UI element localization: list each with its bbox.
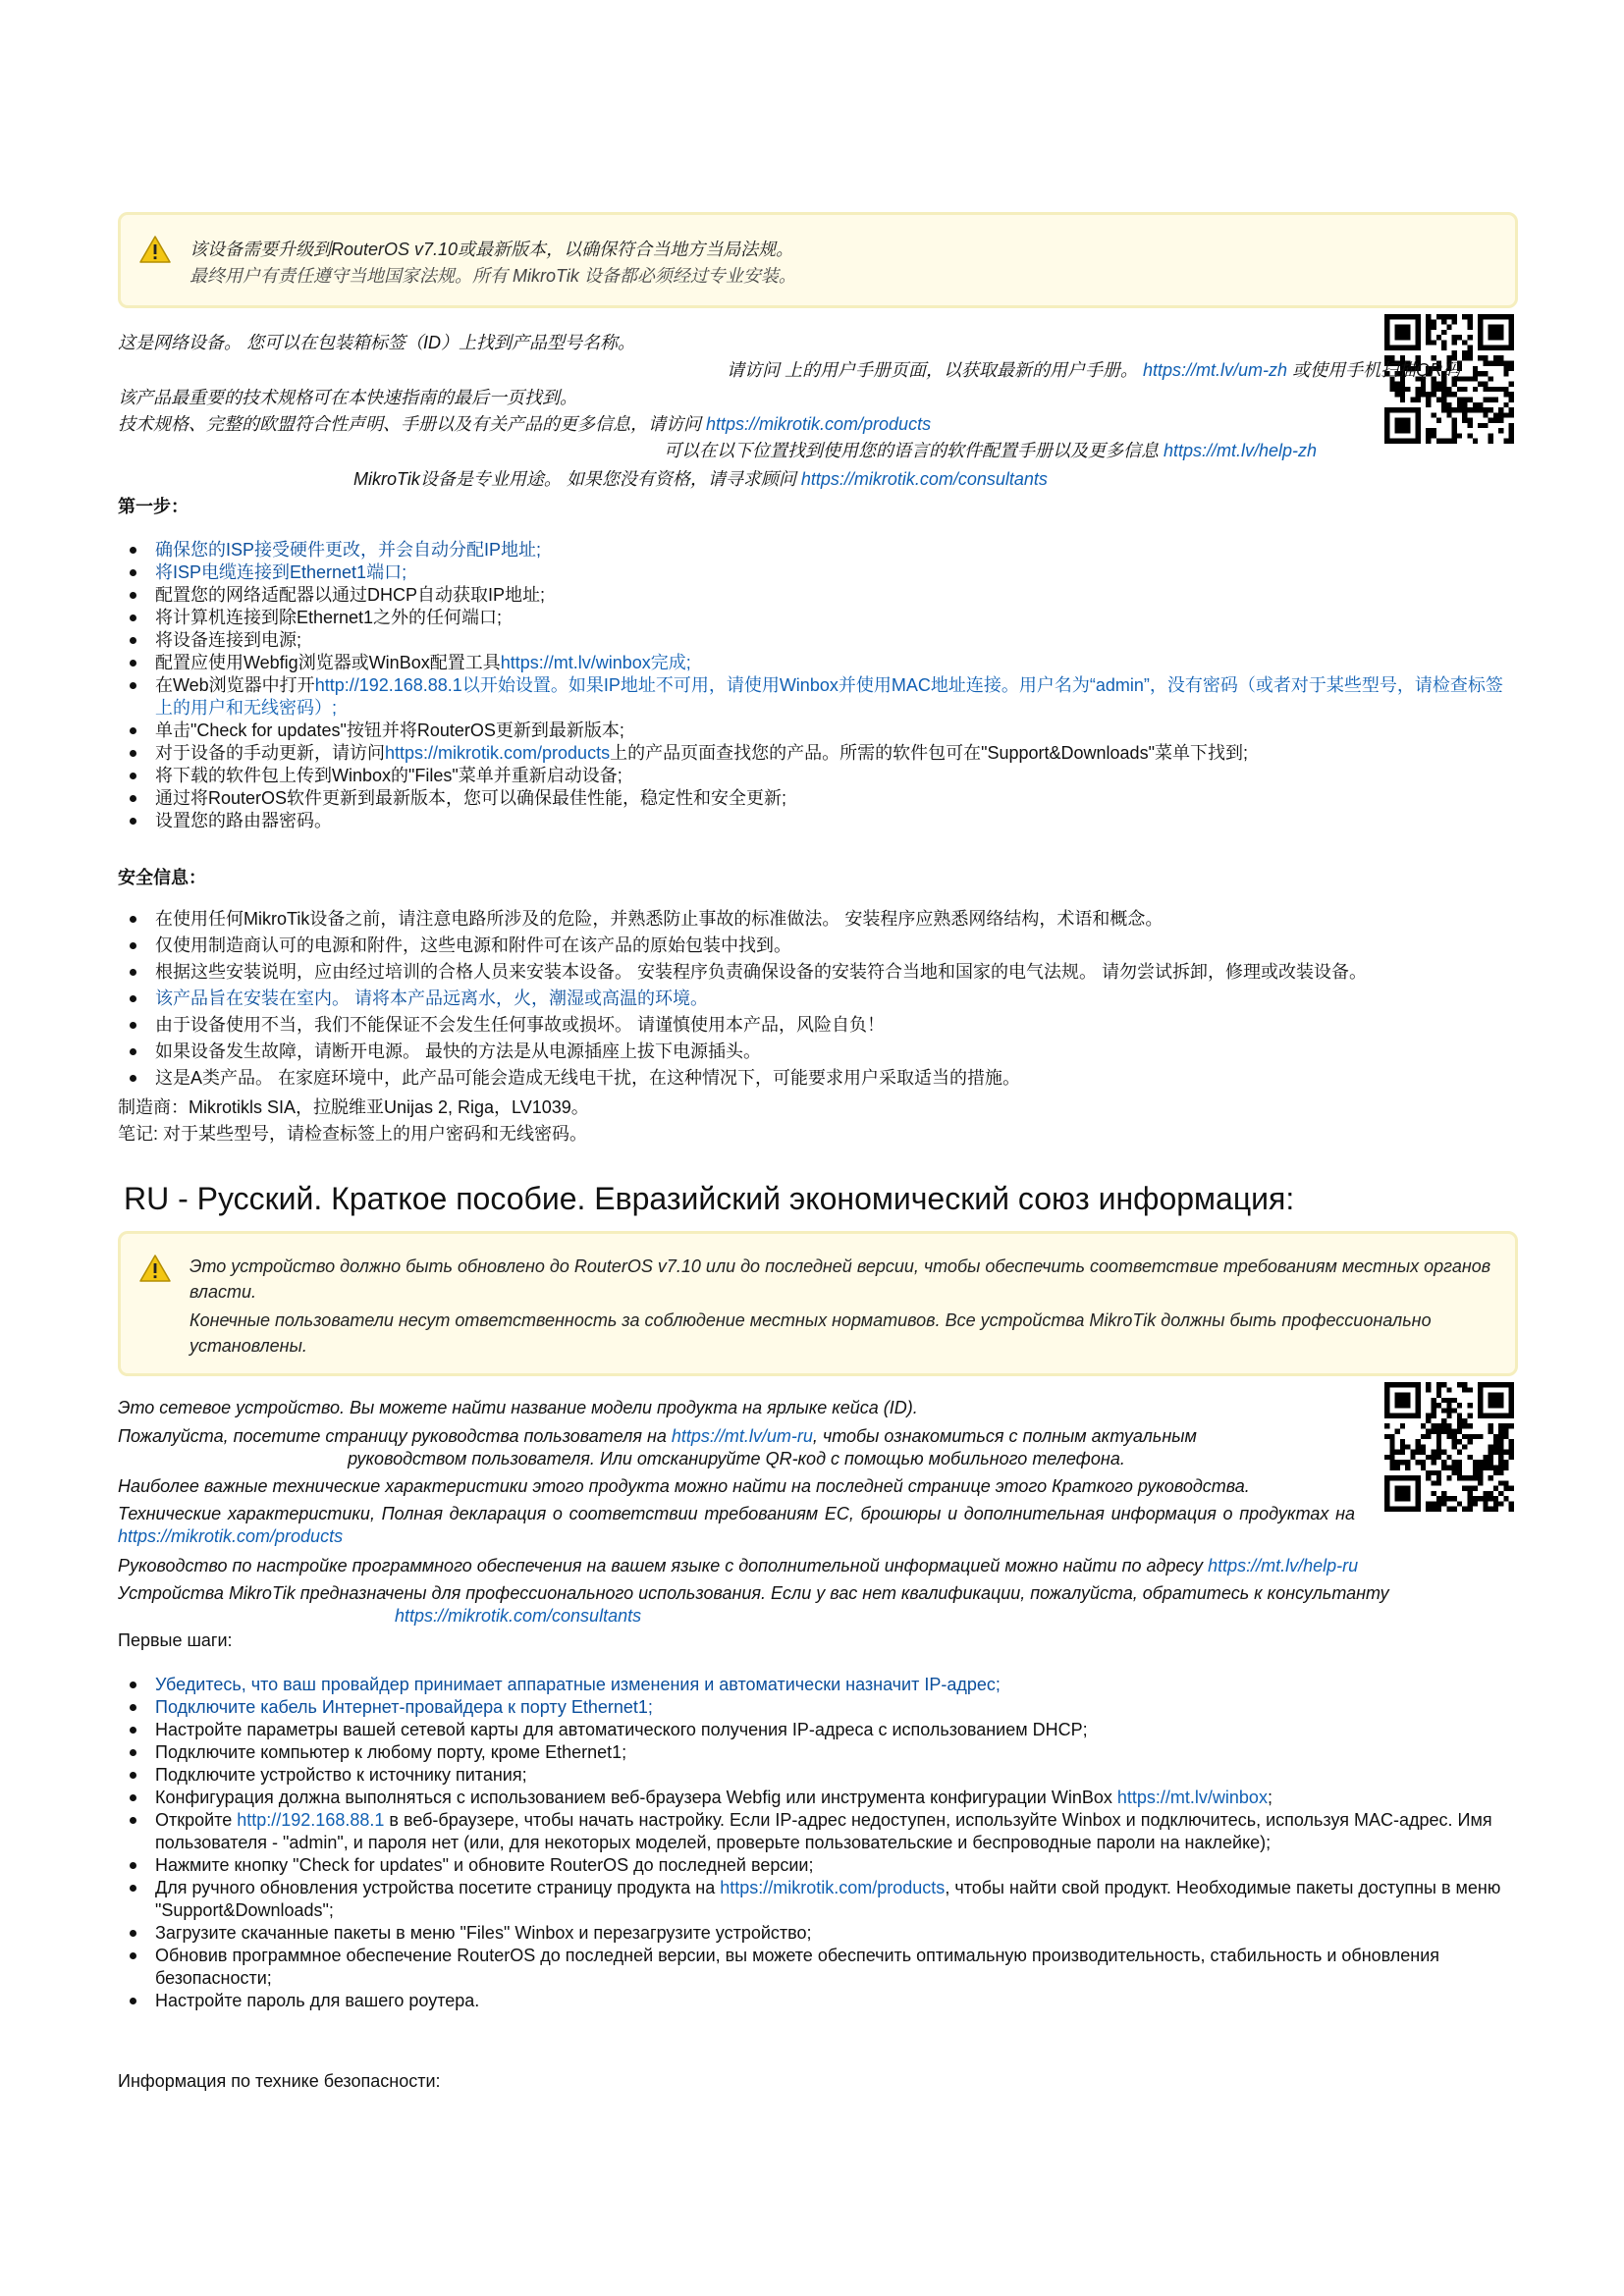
ru-intro-consultants-text: Устройства MikroTik предназначены для профессионального использования. Если у вас нет квалификации, пожалуйста, обратитесь к консультанту: [118, 1583, 1389, 1603]
ru-intro-manual-text: Пожалуйста, посетите страницу руководства пользователя на: [118, 1426, 672, 1446]
ru-step-item: [118, 1945, 1502, 1990]
zh-warning-line: 该设备需要升级到RouterOS v7.10或最新版本，以确保符合当地方当局法规。: [189, 240, 794, 259]
zh-step-item: [118, 787, 1512, 810]
ru-warning-box: [118, 1231, 1518, 1376]
ru-step-item: [118, 1764, 1502, 1787]
zh-intro-line: 这是网络设备。 您可以在包装箱标签（ID）上找到产品型号名称。: [118, 333, 635, 352]
zh-step-link[interactable]: https://mt.lv/winbox完成;: [500, 653, 691, 672]
ru-step-text: Обновив программное обеспечение RouterOS до последней версии, вы можете обеспечить оптимальную производительность, стабильность и обновления безопасности;: [155, 1946, 1440, 1988]
zh-step-text: 上的产品页面查找您的产品。所需的软件包可在"Support&Downloads"菜单下找到;: [610, 743, 1248, 763]
zh-intro-consultants-text: MikroTik设备是专业用途。 如果您没有资格，请寻求顾问: [353, 469, 801, 489]
zh-safety-text: 由于设备使用不当，我们不能保证不会发生任何事故或损坏。 请谨慎使用本产品，风险自负！: [155, 1015, 885, 1035]
ru-step-item: [118, 1809, 1502, 1854]
zh-safety-item: [118, 1014, 1512, 1037]
zh-step-text: 通过将RouterOS软件更新到最新版本，您可以确保最佳性能，稳定性和安全更新;: [155, 788, 787, 808]
zh-step-item: [118, 810, 1512, 832]
zh-step-text: 设置您的路由器密码。: [155, 811, 332, 830]
zh-step-link[interactable]: http://192.168.88.1以开始设置。如果IP地址不可用，请使用Winbox并使用MAC地址连接。用户名为“admin”，没有密码（或者对于某些型号，请检查标签上的用户和无线密码）;: [155, 675, 1503, 718]
zh-intro-line: 该产品最重要的技术规格可在本快速指南的最后一页找到。: [118, 388, 577, 407]
ru-step-item: [118, 1854, 1502, 1877]
ru-intro-products-text: Технические характеристики, Полная декларация о соответствии требованиям ЕС, брошюры и дополнительная информация о продуктах на: [118, 1504, 1355, 1523]
zh-step-item: [118, 561, 1512, 584]
ru-warning-line: Это устройство должно быть обновлено до RouterOS v7.10 или до последней версии, чтобы обеспечить соответствие требованиям местных органов власти.: [189, 1256, 1491, 1302]
ru-step-text: ;: [1267, 1788, 1272, 1807]
qr-code-icon: [1384, 1382, 1514, 1512]
zh-step-text: 将下载的软件包上传到Winbox的"Files"菜单并重新启动设备;: [155, 766, 623, 785]
ru-intro-consultants: [118, 1582, 1518, 1605]
zh-step-item: [118, 584, 1512, 607]
ru-step-text: Нажмите кнопку "Check for updates" и обновите RouterOS до последней версии;: [155, 1855, 814, 1875]
ru-step-text: Настройте параметры вашей сетевой карты для автоматического получения IP-адреса с использованием DHCP;: [155, 1720, 1088, 1739]
zh-safety-text: 如果设备发生故障，请断开电源。 最快的方法是从电源插座上拔下电源插头。: [155, 1041, 761, 1061]
zh-safety-item: [118, 1041, 1512, 1063]
zh-step-link[interactable]: https://mikrotik.com/products: [385, 743, 611, 763]
zh-step-item: [118, 629, 1512, 652]
ru-step-text: Настройте пароль для вашего роутера.: [155, 1991, 480, 2010]
ru-step-item: [118, 1877, 1502, 1922]
ru-step-text: Подключите кабель Интернет-провайдера к порту Ethernet1;: [155, 1697, 653, 1717]
ru-steps-title: Первые шаги:: [118, 1630, 233, 1650]
ru-step-text: Откройте: [155, 1810, 238, 1830]
zh-safety-text: 该产品旨在安装在室内。 请将本产品远离水，火，潮湿或高温的环境。: [155, 988, 708, 1008]
zh-intro-help: [664, 440, 1317, 462]
zh-safety-title: 安全信息：: [118, 868, 206, 887]
ru-steps-list: [118, 1674, 1502, 2012]
zh-step-text: 确保您的ISP接受硬件更改，并会自动分配IP地址;: [155, 540, 542, 560]
ru-intro-manual: [118, 1425, 1355, 1448]
zh-steps-title: 第一步：: [118, 497, 189, 516]
zh-steps-list: [118, 539, 1512, 832]
ru-step-text: , чтобы найти свой продукт. Необходимые пакеты доступны в меню "Support&Downloads";: [155, 1878, 1501, 1920]
zh-manual-link[interactable]: https://mt.lv/um-zh: [1143, 360, 1288, 380]
zh-intro-products-text: 技术规格、完整的欧盟符合性声明、手册以及有关产品的更多信息，请访问: [118, 414, 706, 434]
zh-safety-text: 这是A类产品。 在家庭环境中，此产品可能会造成无线电干扰，在这种情况下，可能要求用户采取适当的措施。: [155, 1068, 1021, 1088]
ru-section-title: RU - Русский. Краткое пособие. Евразийский экономический союз информация:: [124, 1181, 1295, 1216]
ru-step-link[interactable]: https://mikrotik.com/products: [720, 1878, 946, 1897]
zh-safety-item: [118, 1067, 1512, 1090]
zh-step-text: 对于设备的手动更新，请访问: [155, 743, 385, 763]
ru-manual-link[interactable]: https://mt.lv/um-ru: [671, 1426, 813, 1446]
ru-safety-title: Информация по технике безопасности:: [118, 2071, 441, 2091]
warning-icon: [138, 235, 172, 264]
zh-safety-text: 根据这些安装说明，应由经过培训的合格人员来安装本设备。 安装程序负责确保设备的安装符合当地和国家的电气法规。 请勿尝试拆卸，修理或改装设备。: [155, 962, 1367, 982]
ru-step-item: [118, 1787, 1502, 1809]
zh-intro-manual-tail: 或使用手机扫描QR码: [1287, 360, 1461, 380]
zh-step-item: [118, 674, 1512, 720]
ru-step-text: Для ручного обновления устройства посетите страницу продукта на: [155, 1878, 721, 1897]
zh-safety-item: [118, 934, 1512, 957]
zh-safety-text: 在使用任何MikroTik设备之前，请注意电路所涉及的危险，并熟悉防止事故的标准做法。 安装程序应熟悉网络结构，术语和概念。: [155, 909, 1164, 929]
zh-intro-help-text: 可以在以下位置找到使用您的语言的软件配置手册以及更多信息: [664, 441, 1164, 460]
zh-step-text: 将计算机连接到除Ethernet1之外的任何端口;: [155, 608, 503, 627]
ru-step-text: в веб-браузере, чтобы начать настройку. Если IP-адрес недоступен, используйте Winbox и подключитесь, используя MAC-адрес. Имя пользователя - "admin", и пароля нет (или, для некоторых моделей, проверьте пользовательские и беспроводные пароли на наклейке);: [155, 1810, 1492, 1852]
zh-warning-line: 最终用户有责任遵守当地国家法规。所有 MikroTik 设备都必须经过专业安装。: [189, 266, 796, 286]
zh-step-text: 配置应使用Webfig浏览器或WinBox配置工具: [155, 653, 501, 672]
zh-step-item: [118, 652, 1512, 674]
ru-warning-line: Конечные пользователи несут ответственность за соблюдение местных нормативов. Все устройства MikroTik должны быть профессионально установлены.: [189, 1310, 1432, 1356]
zh-step-item: [118, 720, 1512, 742]
ru-step-item: [118, 1719, 1502, 1741]
ru-step-text: Конфигурация должна выполняться с использованием веб-браузера Webfig или инструмента конфигурации WinBox: [155, 1788, 1117, 1807]
zh-warning-box: [118, 212, 1518, 308]
ru-consultants-link[interactable]: https://mikrotik.com/consultants: [395, 1606, 642, 1626]
ru-step-text: Подключите компьютер к любому порту, кроме Ethernet1;: [155, 1742, 627, 1762]
ru-intro-line: Наиболее важные технические характеристики этого продукта можно найти на последней странице этого Краткого руководства.: [118, 1476, 1250, 1496]
zh-consultants-link[interactable]: https://mikrotik.com/consultants: [800, 469, 1048, 489]
zh-intro-consultants: [353, 468, 1048, 491]
zh-products-link[interactable]: https://mikrotik.com/products: [706, 414, 932, 434]
ru-intro-help-text: Руководство по настройке программного обеспечения на вашем языке с дополнительной информацией можно найти по адресу: [118, 1556, 1209, 1575]
ru-intro-line: Это сетевое устройство. Вы можете найти название модели продукта на ярлыке кейса (ID).: [118, 1398, 918, 1417]
ru-intro-help: [118, 1555, 1358, 1577]
zh-help-link[interactable]: https://mt.lv/help-zh: [1164, 441, 1318, 460]
zh-step-item: [118, 607, 1512, 629]
zh-step-text: 单击"Check for updates"按钮并将RouterOS更新到最新版本;: [155, 721, 624, 740]
zh-step-text: 将设备连接到电源;: [155, 630, 302, 650]
zh-step-text: 将ISP电缆连接到Ethernet1端口;: [155, 562, 407, 582]
zh-intro-manual-text: 请访问 上的用户手册页面，以获取最新的用户手册。: [727, 360, 1138, 380]
zh-step-text: 配置您的网络适配器以通过DHCP自动获取IP地址;: [155, 585, 546, 605]
ru-step-item: [118, 1922, 1502, 1945]
zh-safety-text: 仅使用制造商认可的电源和附件，这些电源和附件可在该产品的原始包装中找到。: [155, 935, 791, 955]
zh-step-item: [118, 539, 1512, 561]
warning-icon: [138, 1254, 172, 1283]
zh-note: 笔记: 对于某些型号，请检查标签上的用户密码和无线密码。: [118, 1124, 587, 1144]
zh-step-item: [118, 742, 1512, 765]
ru-step-text: Загрузите скачанные пакеты в меню "Files" Winbox и перезагрузите устройство;: [155, 1923, 812, 1943]
zh-step-text: 在Web浏览器中打开: [155, 675, 315, 695]
zh-manufacturer: 制造商：Mikrotikls SIA，拉脱维亚Unijas 2, Riga，LV1039。: [118, 1097, 589, 1117]
zh-safety-item: [118, 908, 1512, 931]
ru-step-item: [118, 1696, 1502, 1719]
ru-products-link[interactable]: https://mikrotik.com/products: [118, 1526, 344, 1546]
ru-step-item: [118, 1674, 1502, 1696]
ru-intro-manual-tail: , чтобы ознакомиться с полным актуальным: [812, 1426, 1197, 1446]
ru-step-item: [118, 1741, 1502, 1764]
zh-step-item: [118, 765, 1512, 787]
zh-safety-list: [118, 908, 1512, 1090]
ru-intro-products: [118, 1503, 1355, 1548]
ru-step-text: Подключите устройство к источнику питания;: [155, 1765, 527, 1785]
zh-safety-item: [118, 961, 1512, 984]
zh-intro-products: [118, 413, 931, 436]
ru-help-link[interactable]: https://mt.lv/help-ru: [1208, 1556, 1359, 1575]
ru-step-link[interactable]: https://mt.lv/winbox: [1116, 1788, 1268, 1807]
ru-step-text: Убедитесь, что ваш провайдер принимает аппаратные изменения и автоматически назначит IP-адрес;: [155, 1675, 1001, 1694]
ru-intro-manual-line2: руководством пользователя. Или отсканируйте QR-код с помощью мобильного телефона.: [348, 1449, 1125, 1468]
ru-step-item: [118, 1990, 1502, 2012]
ru-step-link[interactable]: http://192.168.88.1: [237, 1810, 385, 1830]
zh-intro-manual: [727, 359, 1460, 382]
zh-safety-item: [118, 988, 1512, 1010]
